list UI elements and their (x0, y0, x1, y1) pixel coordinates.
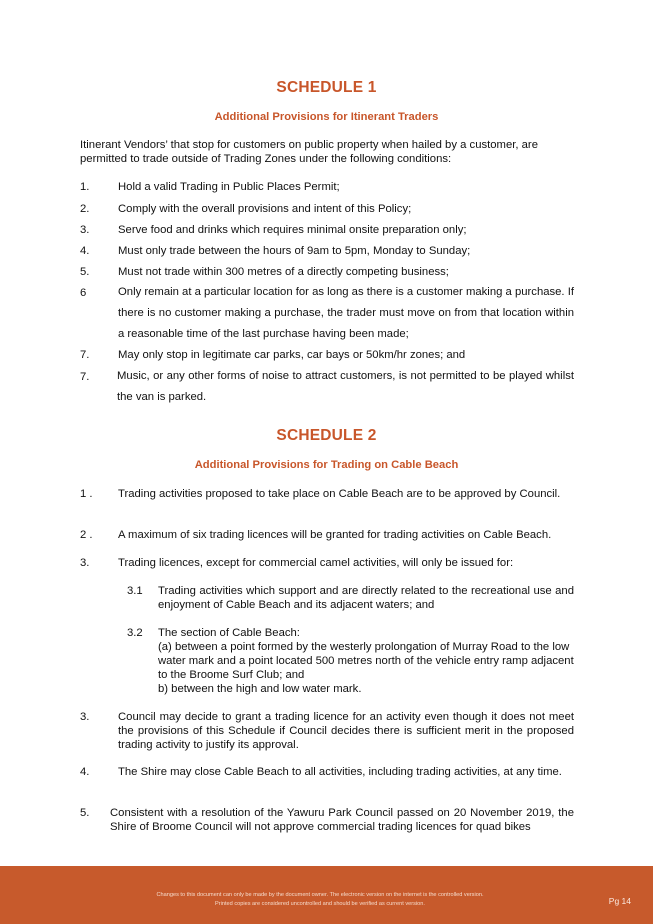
footer-control-note (60, 891, 580, 908)
s1-item-1-number: 1. (80, 181, 90, 193)
s2-item-4-number: 3. (80, 711, 90, 723)
s2-item-3-1-text: Trading activities which support and are directly related to the recreational use and enjoyment of Cable Beach and its adjacent waters; and (158, 585, 574, 611)
s1-item-6-number: 6 (80, 287, 87, 299)
schedule-1-intro: Itinerant Vendors’ that stop for customers on public property when hailed by a customer, are permitted to trade outside of Trading Zones under the following conditions: (80, 139, 538, 165)
s2-item-3-text: Trading licences, except for commercial camel activities, will only be issued for: (118, 557, 514, 569)
s1-item-8-text: Music, or any other forms of noise to attract customers, is not permitted to be played whilst the van is parked. (117, 370, 574, 403)
s1-item-7-number: 7. (80, 349, 90, 361)
s1-item-6-text: Only remain at a particular location for as long as there is a customer making a purchase. If there is no customer making a purchase, the trader must move on from that location within a reasonable time of the last purchase having been made; (118, 286, 574, 340)
page-number: Pg 14 (608, 896, 631, 906)
footer-note-line-2: Printed copies are considered uncontrolled and should be verified as current version. (215, 900, 425, 907)
s2-item-5-number: 4. (80, 766, 90, 778)
s2-item-3-2-text: The section of Cable Beach: (a) between a point formed by the westerly prolongation of Murray Road to the low water mark and a point located 500 metres north of the vehicle entry ramp adjacent to the Broome Surf Club; and b) between the high and low water mark. (158, 627, 574, 695)
s2-item-4-text: Council may decide to grant a trading licence for an activity even though it does not meet the provisions of this Schedule if Council decides there is sufficient merit in the proposed trading activity to justify its approval. (118, 711, 574, 751)
s2-item-6-text: Consistent with a resolution of the Yawuru Park Council passed on 20 November 2019, the Shire of Broome Council will not approve commercial trading licences for quad bikes (110, 807, 574, 833)
s2-item-1-number: 1 . (80, 488, 93, 500)
footer-note-line-1: Changes to this document can only be made by the document owner. The electronic version on the internet is the controlled version. (156, 892, 484, 898)
schedule-1-title: SCHEDULE 1 (276, 79, 377, 96)
s1-item-7-text: May only stop in legitimate car parks, car bays or 50km/hr zones; and (118, 349, 466, 361)
s1-item-5-number: 5. (80, 266, 90, 278)
s1-item-5-text: Must not trade within 300 metres of a directly competing business; (118, 266, 449, 278)
schedule-2-title: SCHEDULE 2 (276, 427, 377, 444)
s2-item-3-number: 3. (80, 557, 90, 569)
s1-item-3-text: Serve food and drinks which requires minimal onsite preparation only; (118, 224, 467, 236)
s1-item-4-text: Must only trade between the hours of 9am to 5pm, Monday to Sunday; (118, 245, 471, 257)
s2-item-3-1-number: 3.1 (127, 585, 143, 597)
s1-item-4-number: 4. (80, 245, 90, 257)
s1-item-1-text: Hold a valid Trading in Public Places Permit; (118, 181, 340, 193)
schedule-2-subtitle: Additional Provisions for Trading on Cable Beach (194, 459, 459, 471)
s1-item-3-number: 3. (80, 224, 90, 236)
s1-item-8-number: 7. (80, 371, 90, 383)
s2-item-1-text: Trading activities proposed to take place on Cable Beach are to be approved by Council. (118, 488, 561, 500)
schedule-1-subtitle: Additional Provisions for Itinerant Traders (214, 111, 439, 123)
s1-item-2-text: Comply with the overall provisions and intent of this Policy; (118, 203, 412, 215)
s1-item-2-number: 2. (80, 203, 90, 215)
s2-item-5-text: The Shire may close Cable Beach to all activities, including trading activities, at any time. (118, 766, 562, 778)
s2-item-2-number: 2 . (80, 529, 93, 541)
s2-item-2-text: A maximum of six trading licences will be granted for trading activities on Cable Beach. (118, 529, 552, 541)
s2-item-6-number: 5. (80, 807, 90, 819)
s2-item-3-2-number: 3.2 (127, 627, 143, 639)
